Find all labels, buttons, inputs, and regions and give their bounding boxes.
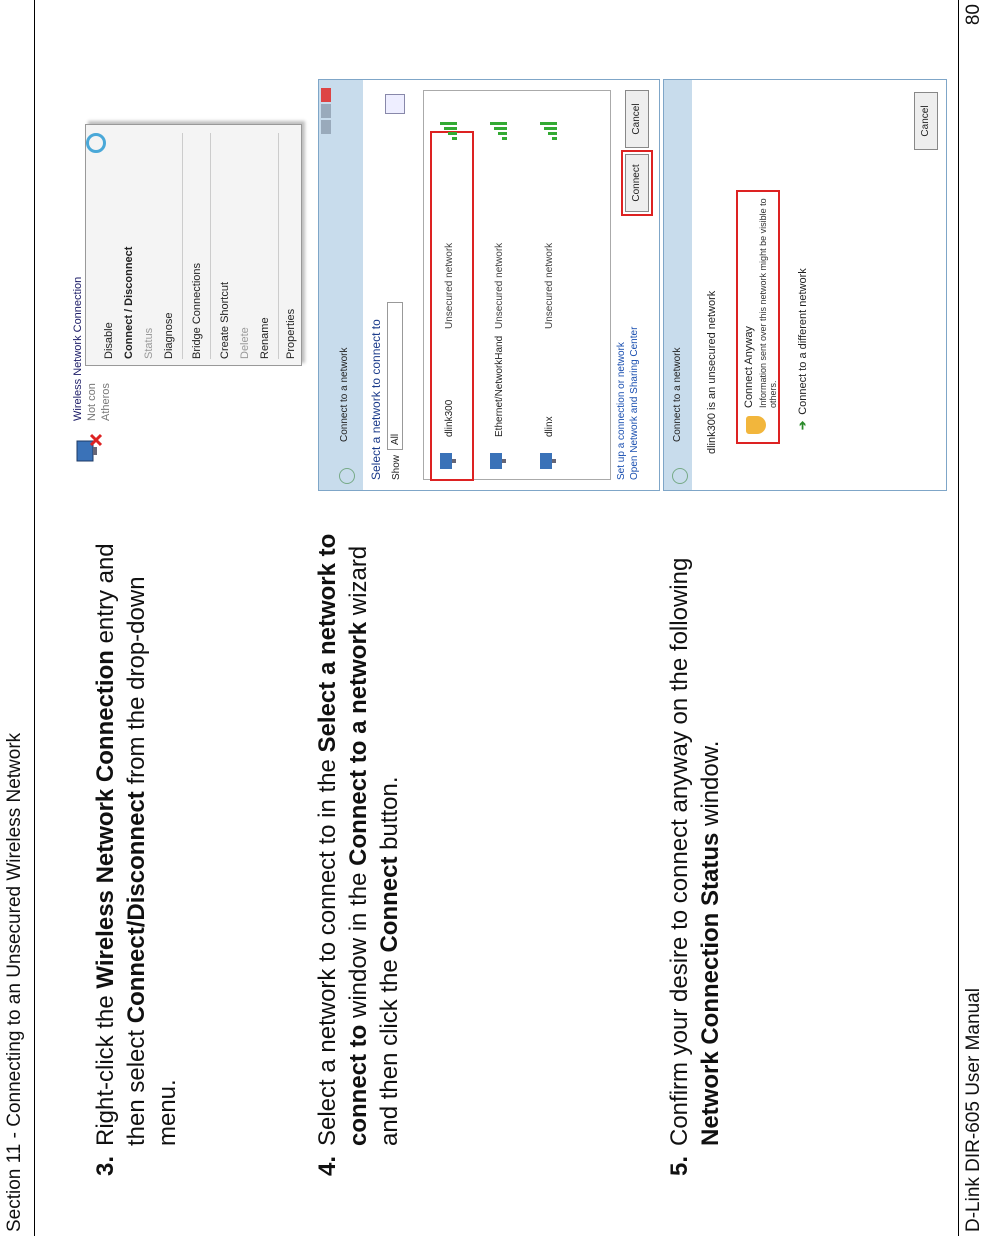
network-monitor-icon	[73, 433, 103, 463]
step-number: 4.	[314, 1155, 341, 1176]
dialog-links	[615, 327, 641, 480]
step-3	[90, 516, 183, 1176]
step-bold: Connect/Disconnect	[123, 791, 150, 1024]
setup-connection-link[interactable]: Set up a connection or network	[616, 342, 627, 480]
step-text: entry and then select	[92, 543, 150, 1146]
step-text: window.	[697, 740, 724, 833]
step-text: from the drop-down menu.	[123, 576, 181, 1146]
network-list	[423, 90, 611, 480]
menu-item-delete[interactable]: Delete	[239, 327, 251, 359]
connect-anyway-option[interactable]	[736, 190, 780, 444]
network-name: Ethernet/NetworkHand	[494, 335, 505, 437]
signal-strength-icon	[538, 119, 558, 141]
step-text: wizard and then click the	[345, 545, 403, 1146]
network-type: Unsecured network	[494, 242, 505, 329]
window-title: Connect to a network	[339, 347, 350, 442]
step-bold: Select a network to connect to	[314, 533, 372, 1146]
connect-anyway-screenshot	[663, 79, 947, 491]
menu-separator	[210, 133, 211, 359]
minimize-icon[interactable]	[321, 120, 331, 134]
signal-strength-icon	[488, 119, 508, 141]
refresh-icon[interactable]	[385, 94, 405, 114]
window-titlebar	[664, 80, 692, 490]
menu-item-properties[interactable]: Properties	[285, 308, 297, 359]
context-menu	[85, 124, 302, 366]
arrow-right-icon: ➔	[797, 420, 809, 430]
tray-line: Wireless Network Connection	[72, 276, 84, 421]
menu-item-connect-disconnect[interactable]: Connect / Disconnect	[123, 246, 135, 359]
show-label: Show	[391, 454, 402, 480]
menu-item-status[interactable]: Status	[143, 327, 155, 359]
back-icon[interactable]	[339, 468, 355, 484]
back-icon[interactable]	[672, 468, 688, 484]
step-bold: Network Connection Status	[697, 832, 724, 1146]
page-footer	[958, 0, 986, 1236]
context-menu-screenshot	[65, 81, 310, 491]
network-item[interactable]	[530, 91, 574, 479]
step-text: Confirm your desire to connect anyway on the following	[666, 557, 693, 1146]
dialog-heading: Select a network to connect to	[369, 319, 383, 480]
maximize-icon[interactable]	[321, 104, 331, 118]
loading-ring-icon	[86, 133, 106, 153]
step-text: Select a network to connect to in the	[314, 752, 341, 1146]
step-number: 5.	[666, 1155, 693, 1176]
cancel-button[interactable]: Cancel	[914, 92, 938, 150]
window-titlebar	[319, 80, 363, 490]
network-type: Unsecured network	[544, 242, 555, 329]
dialog-question: dlink300 is an unsecured network	[706, 290, 718, 454]
menu-separator	[278, 133, 279, 359]
network-item[interactable]	[480, 91, 524, 479]
manual-title: D-Link DIR-605 User Manual	[963, 988, 984, 1232]
network-icon	[538, 449, 558, 471]
menu-separator	[182, 133, 183, 359]
dialog-body	[692, 80, 946, 490]
menu-item-create-shortcut[interactable]: Create Shortcut	[219, 281, 231, 359]
network-type: Unsecured network	[444, 242, 455, 329]
option-title: Connect to a different network	[797, 268, 809, 415]
step-bold: Connect	[376, 856, 403, 953]
connect-network-screenshot	[318, 79, 660, 491]
option-title: Connect Anyway	[743, 326, 755, 408]
network-name: dlinx	[544, 416, 555, 437]
tray-line: Atheros	[100, 383, 112, 421]
tray-line: Not con	[86, 383, 98, 421]
show-filter-select[interactable]: All	[387, 302, 403, 450]
network-icon	[438, 449, 458, 471]
step-bold: Wireless Network Connection	[92, 650, 119, 989]
menu-item-rename[interactable]: Rename	[259, 317, 271, 359]
step-5	[664, 516, 726, 1176]
close-icon[interactable]	[321, 88, 331, 102]
cancel-button[interactable]: Cancel	[625, 90, 649, 148]
network-icon	[488, 449, 508, 471]
step-text: button.	[376, 776, 403, 857]
section-title: Section 11 - Connecting to an Unsecured Wireless Network	[4, 732, 25, 1232]
menu-item-diagnose[interactable]: Diagnose	[163, 312, 175, 359]
step-number: 3.	[92, 1155, 119, 1176]
menu-item-bridge[interactable]: Bridge Connections	[191, 262, 203, 359]
connect-button[interactable]: Connect	[625, 154, 649, 212]
menu-item-disable[interactable]: Disable	[103, 322, 115, 359]
step-4	[312, 516, 405, 1176]
sharing-center-link[interactable]: Open Network and Sharing Center	[629, 326, 640, 480]
network-item[interactable]	[430, 91, 474, 479]
different-network-option[interactable]	[796, 268, 809, 430]
step-bold: Connect to a network	[345, 621, 372, 866]
network-name: dlink300	[444, 399, 455, 437]
page-number: 80	[963, 4, 984, 26]
signal-strength-icon	[438, 119, 458, 141]
step-text: Right-click the	[92, 988, 119, 1146]
window-title: Connect to a network	[672, 347, 683, 442]
window-controls	[321, 84, 333, 136]
step-text: window in the	[345, 865, 372, 1025]
warning-shield-icon	[746, 416, 766, 434]
option-description: Information sent over this network might be visible to others.	[758, 198, 778, 408]
page-header	[0, 0, 35, 1236]
